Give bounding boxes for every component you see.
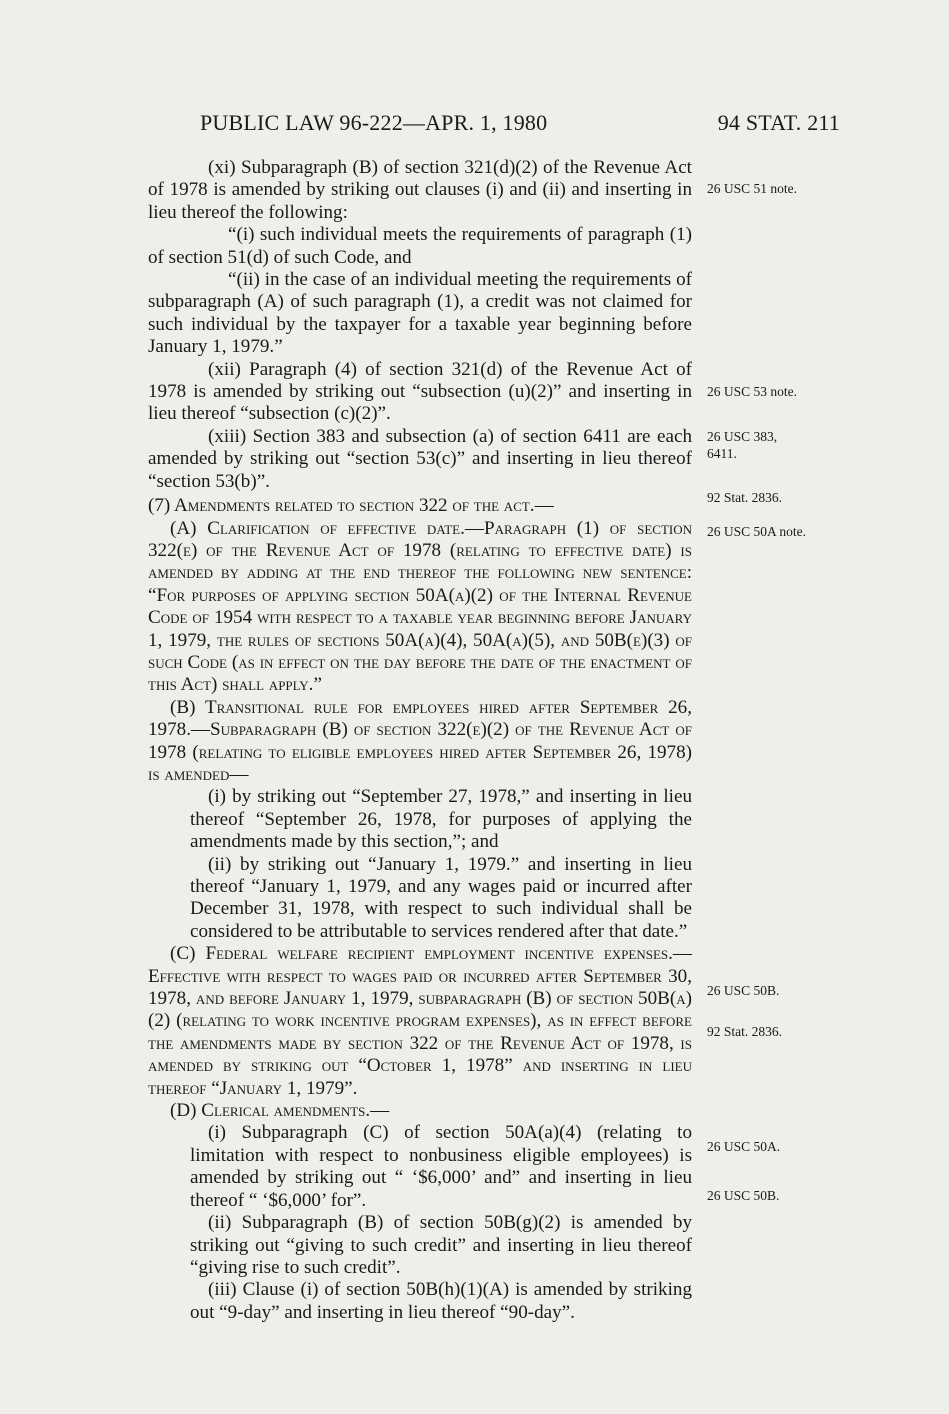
quoted-clause-ii: “(ii) in the case of an individual meeting the requirements of subparagraph (A) of such paragraph (1), a credit was not claimed for such individual by the taxpayer for a taxable year beginning before January 1, 1979.” — [148, 269, 692, 358]
subparagraph-c: (C) Federal welfare recipient employment incentive expenses.—Effective with respect to wages paid or incurred after September 30, 1978, and before January 1, 1979, subparagraph (B) of section 50B(a)(2) (relating to work incentive program expenses), as in effect before the amendments made by section 322 of the Revenue Act of 1978, is amended by striking out “October 1, 1978” and inserting in lieu thereof “January 1, 1979”. — [148, 943, 692, 1099]
margin-note: 26 USC 50B. — [707, 983, 780, 998]
margin-note: 92 Stat. 2836. — [707, 490, 783, 505]
subparagraph-b: (B) Transitional rule for employees hired after September 26, 1978.—Subparagraph (B) of section 322(e)(2) of the Revenue Act of 1978 (relating to eligible employees hired after September 26, 1978) is amended— — [148, 696, 692, 785]
margin-note: 26 USC 50A. — [707, 1139, 781, 1154]
margin-note: 92 Stat. 2836. — [707, 1024, 783, 1039]
clause-b-i: (i) by striking out “September 27, 1978,” and inserting in lieu thereof “September 26, 1978, for purposes of applying the amendments made by this section,”; and — [190, 786, 692, 853]
running-head: PUBLIC LAW 96-222—APR. 1, 1980 — [200, 110, 548, 135]
margin-note: 26 USC 51 note. — [707, 181, 798, 196]
clause-b-ii: (ii) by striking out “January 1, 1979.” and inserting in lieu thereof “January 1, 1979, and any wages paid or incurred after December 31, 1978, with respect to such individual shall be considered to be attributable to services rendered after that date.” — [190, 853, 692, 942]
quoted-clause-i: “(i) such individual meets the requirements of paragraph (1) of section 51(d) of such Code, and — [148, 224, 692, 268]
clause-d-i: (i) Subparagraph (C) of section 50A(a)(4) (relating to limitation with respect to nonbusiness eligible employees) is amended by striking out “ ‘$6,000’ and” and inserting in lieu thereof “ ‘$6,000’ for”. — [190, 1122, 692, 1211]
margin-note: 26 USC 53 note. — [707, 384, 798, 399]
section-heading-7: (7) Amendments related to section 322 of the act.— — [148, 495, 554, 517]
page-header — [200, 110, 840, 142]
subparagraph-d-heading: (D) Clerical amendments.— — [170, 1100, 390, 1122]
clause-d-ii: (ii) Subparagraph (B) of section 50B(g)(2) is amended by striking out “giving to such credit” and inserting in lieu thereof “giving rise to such credit”. — [190, 1212, 692, 1278]
paragraph-xi: (xi) Subparagraph (B) of section 321(d)(2) of the Revenue Act of 1978 is amended by striking out clauses (i) and (ii) and inserting in lieu thereof the following: — [148, 157, 692, 223]
paragraph-xii: (xii) Paragraph (4) of section 321(d) of the Revenue Act of 1978 is amended by striking out “subsection (u)(2)” and inserting in lieu thereof “subsection (c)(2)”. — [148, 358, 692, 425]
margin-note: 26 USC 50A note. — [707, 524, 807, 539]
statute-text — [148, 157, 692, 1324]
subparagraph-a: (A) Clarification of effective date.—Paragraph (1) of section 322(e) of the Revenue Act of 1978 (relating to effective date) is amended by adding at the end thereof the following new sentence: “For purposes of applying section 50A(a)(2) of the Internal Revenue Code of 1954 with respect to a taxable year beginning before January 1, 1979, the rules of sections 50A(a)(4), 50A(a)(5), and 50B(e)(3) of such Code (as in effect on the day before the date of the enactment of this Act) shall apply.” — [148, 517, 692, 696]
margin-note: 26 USC 383, 6411. — [707, 429, 778, 461]
clause-d-iii: (iii) Clause (i) of section 50B(h)(1)(A) is amended by striking out “9-day” and inserting in lieu thereof “90-day”. — [190, 1279, 692, 1323]
page-number: 94 STAT. 211 — [717, 110, 840, 135]
paragraph-xiii: (xiii) Section 383 and subsection (a) of section 6411 are each amended by striking out “section 53(c)” and inserting in lieu thereof “section 53(b)”. — [148, 425, 692, 492]
margin-note: 26 USC 50B. — [707, 1188, 780, 1203]
